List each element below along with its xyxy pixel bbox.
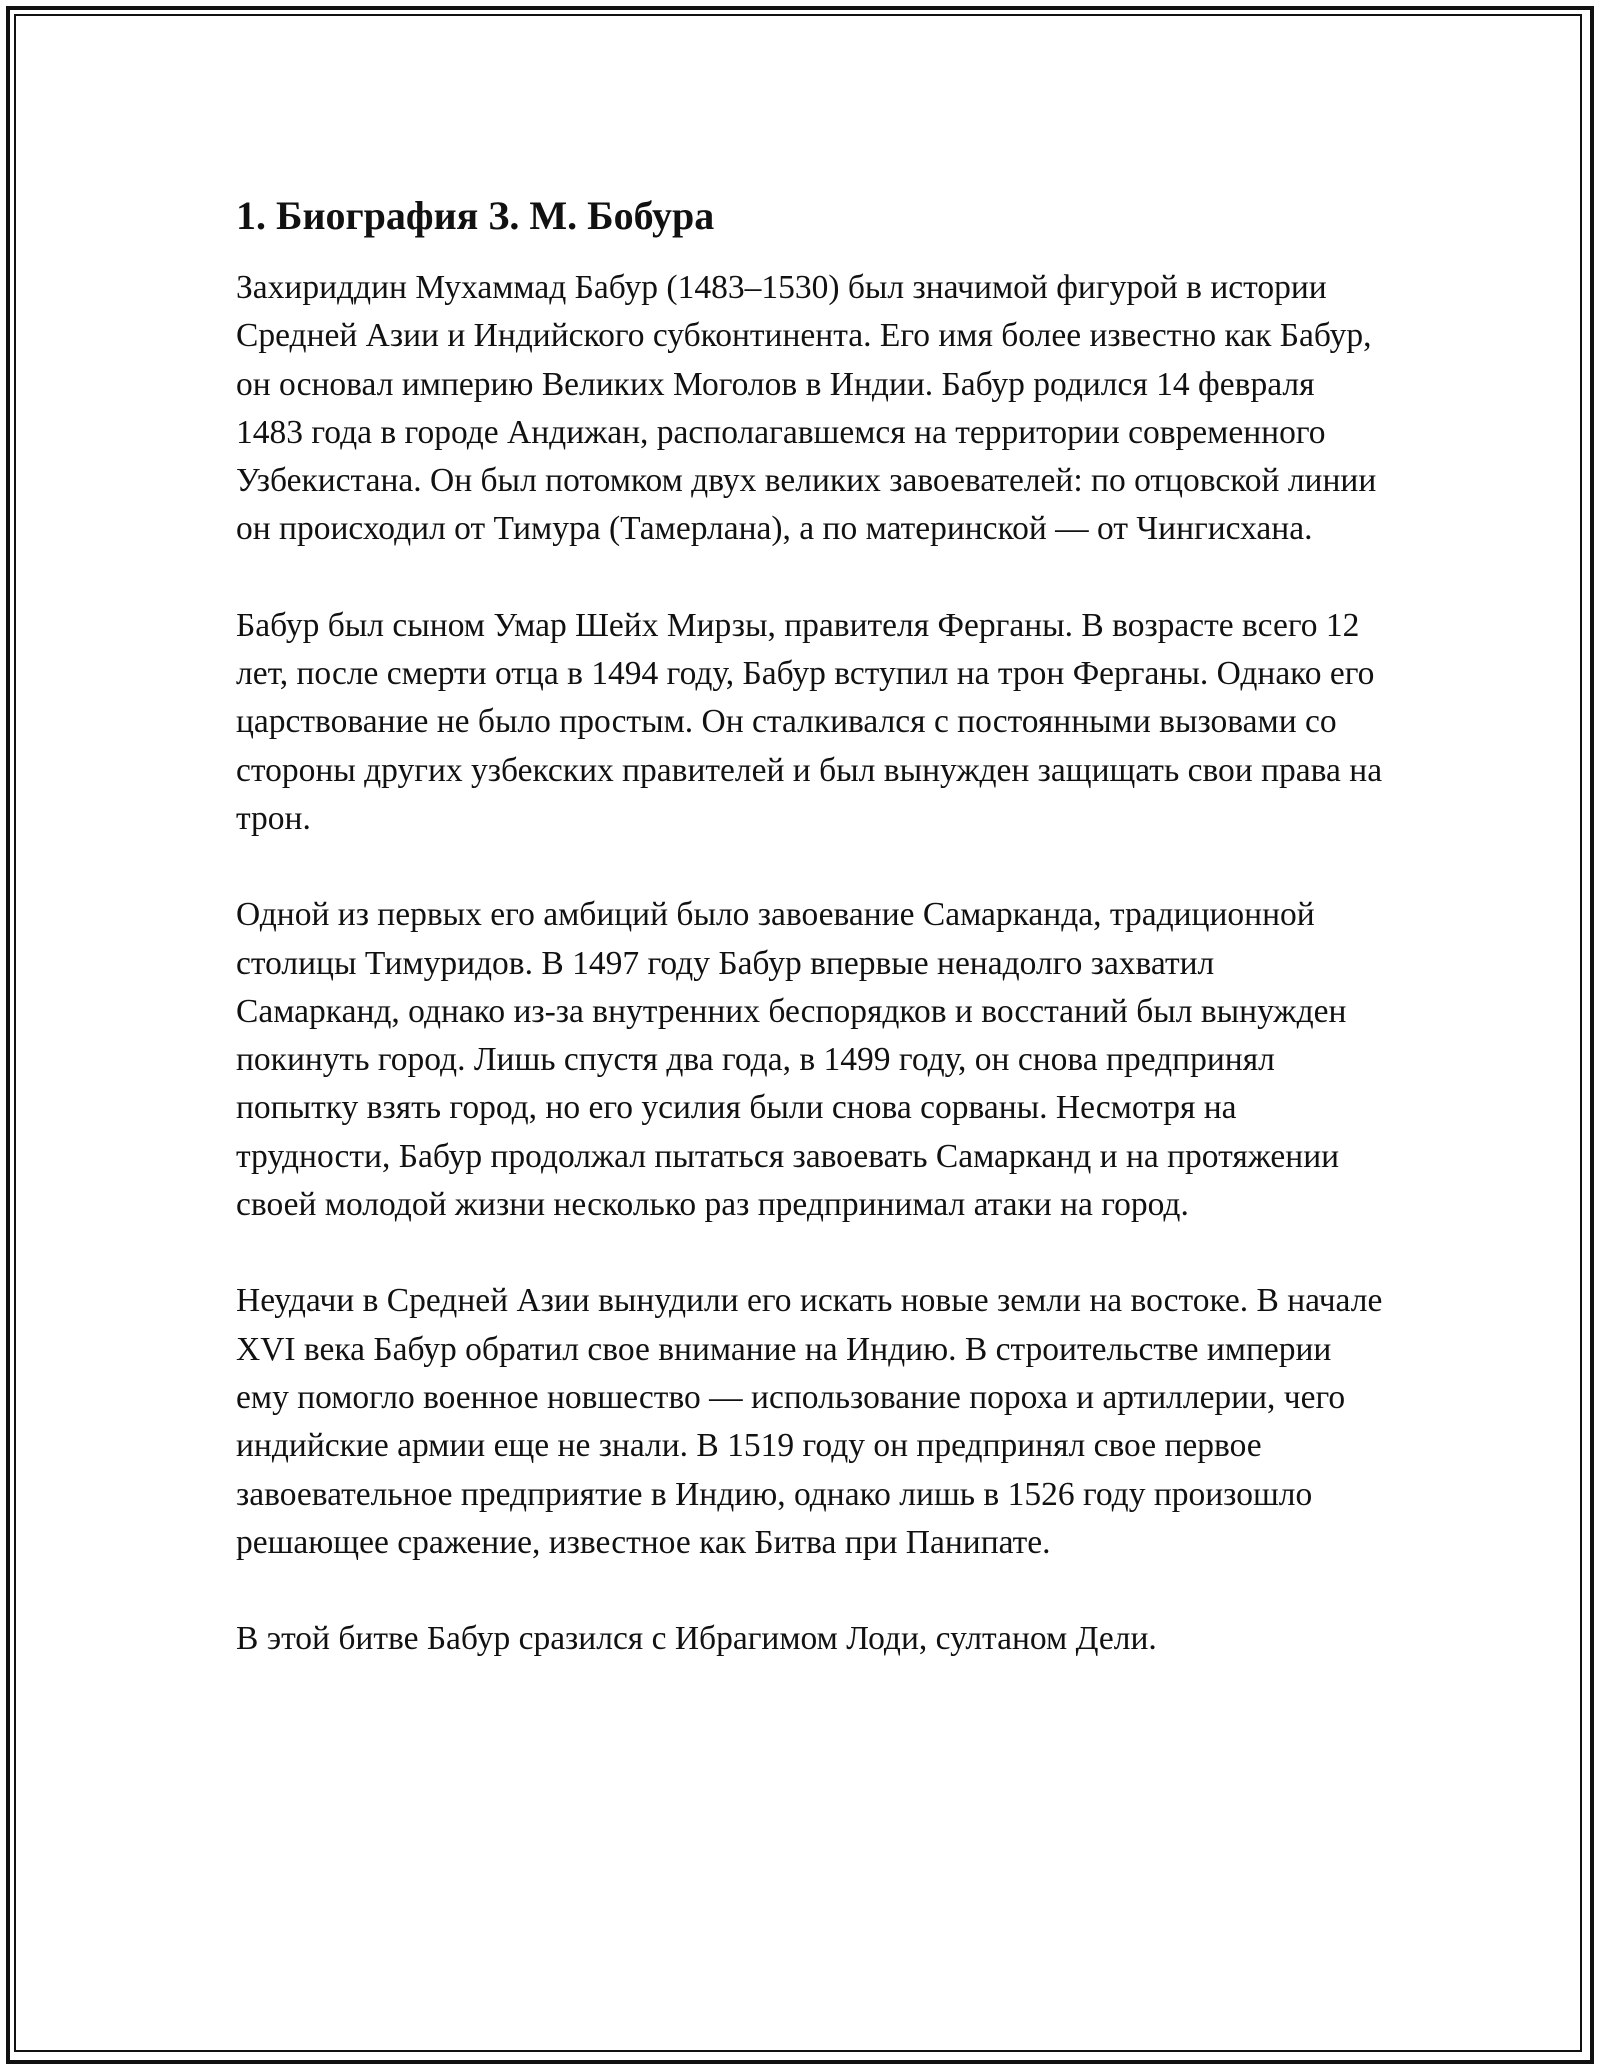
paragraph-fergana-reign: Бабур был сыном Умар Шейх Мирзы, правителя Ферганы. В возрасте всего 12 лет, после смерти отца в 1494 году, Бабур вступил на трон Ферганы. Однако его царствование не было простым. Он сталкивался с постоянными вызовами со стороны других узбекских правителей и был вынужден защищать свои права на трон. [236,606,1383,837]
document-body [236,186,1386,1663]
paragraph-panipat: В этой битве Бабур сразился с Ибрагимом Лоди, султаном Дели. [236,1620,1157,1658]
paragraph-samarkand: Одной из первых его амбиций было завоевание Самарканда, традиционной столицы Тимуридов. В 1497 году Бабур впервые ненадолго захватил Самарканд, однако из-за внутренних беспорядков и восстаний был вынужден покинуть город. Лишь спустя два года, в 1499 году, он снова предпринял попытку взять город, но его усилия были снова сорваны. Несмотря на трудности, Бабур продолжал пытаться завоевать Самарканд и на протяжении своей молодой жизни несколько раз предпринимал атаки на город. [236,896,1347,1224]
page-title: 1. Биография З. М. Бобура [236,193,715,238]
paragraph-origins: Захириддин Мухаммад Бабур (1483–1530) был значимой фигурой в истории Средней Азии и Индийского субконтинента. Его имя более известно как Бабур, он основал империю Великих Моголов в Индии. Бабур родился 14 февраля 1483 года в городе Андижан, располагавшемся на территории современного Узбекистана. Он был потомком двух великих завоевателей: по отцовской линии он происходил от Тимура (Тамерлана), а по материнской — от Чингисхана. [236,269,1377,548]
paragraph-india: Неудачи в Средней Азии вынудили его искать новые земли на востоке. В начале XVI века Бабур обратил свое внимание на Индию. В строительстве империи ему помогло военное новшество — использование пороха и артиллерии, чего индийские армии еще не знали. В 1519 году он предпринял свое первое завоевательное предприятие в Индию, однако лишь в 1526 году произошло решающее сражение, известное как Битва при Панипате. [236,1282,1383,1561]
